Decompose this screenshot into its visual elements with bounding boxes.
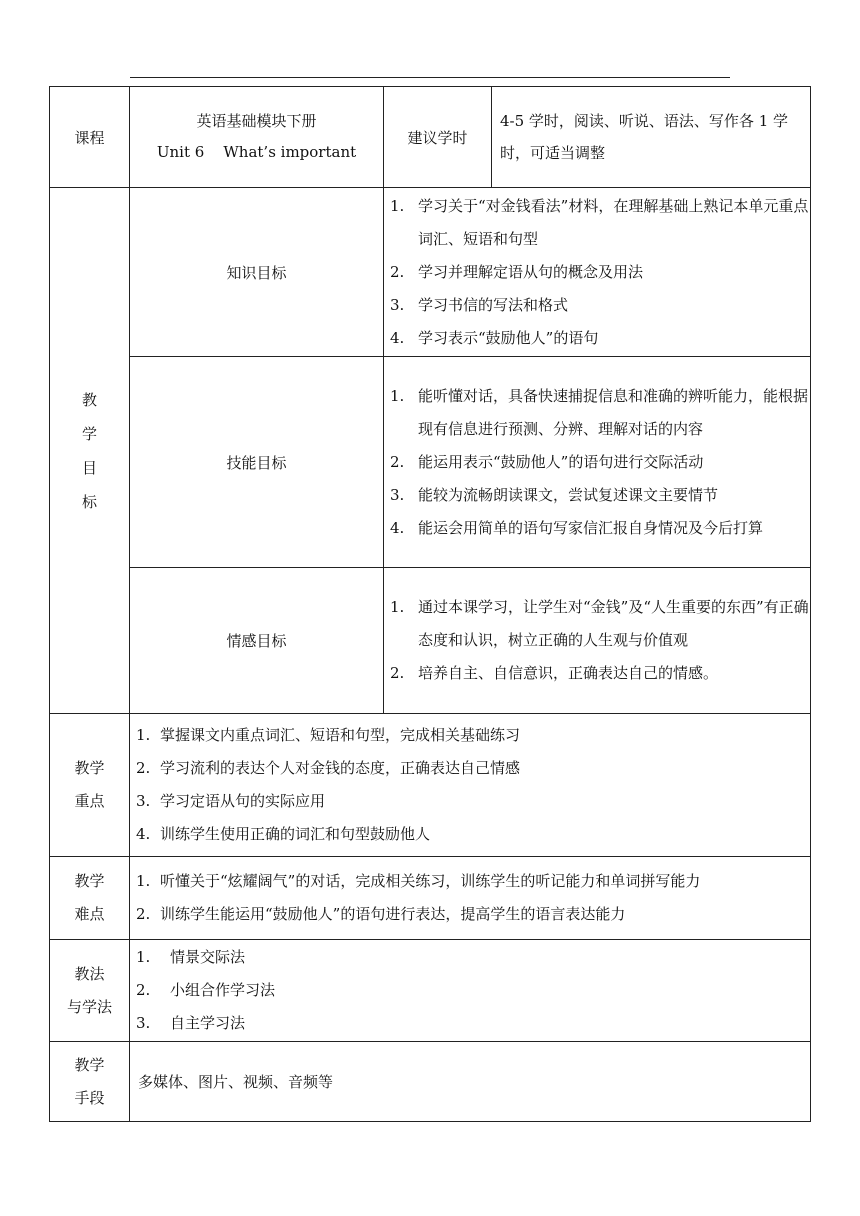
list-item: 2. 能运用表示“鼓励他人”的语句进行交际活动 <box>390 452 704 471</box>
knowledge-row <box>50 188 811 357</box>
means-row <box>50 1042 811 1122</box>
course-name-line1: 英语基础模块下册 <box>196 112 317 130</box>
lesson-plan-table <box>49 86 811 1122</box>
list-item: 1. 掌握课文内重点词汇、短语和句型，完成相关基础练习 <box>136 726 521 744</box>
list-item: 2. 学习流利的表达个人对金钱的态度，正确表达自己情感 <box>136 759 521 777</box>
difficulties-row <box>50 857 811 940</box>
course-label: 课程 <box>50 87 130 188</box>
list-item: 4. 训练学生使用正确的词汇和句型鼓励他人 <box>136 825 431 843</box>
objectives-label-char-1: 教 <box>81 390 97 409</box>
skills-label: 技能目标 <box>130 357 384 568</box>
emotion-label: 情感目标 <box>130 568 384 714</box>
hours-value: 4-5 学时，阅读、听说、语法、写作各 1 学时，可适当调整 <box>492 87 811 188</box>
key-points-label: 教学 重点 <box>50 714 130 857</box>
knowledge-label: 知识目标 <box>130 188 384 357</box>
list-item: 3. 学习定语从句的实际应用 <box>136 792 326 810</box>
list-item: 1. 通过本课学习，让学生对“金钱”及“人生重要的东西”有正确态度和认识，树立正确的人生观与价值观 <box>390 598 809 649</box>
key-points-row <box>50 714 811 857</box>
list-item: 3. 自主学习法 <box>136 1014 246 1032</box>
objectives-label <box>50 188 130 714</box>
list-item: 4. 能运会用简单的语句写家信汇报自身情况及今后打算 <box>390 518 764 537</box>
objectives-label-char-3: 目 <box>81 458 97 477</box>
list-item: 1. 学习关于“对金钱看法”材料，在理解基础上熟记本单元重点词汇、短语和句型 <box>390 196 809 248</box>
emotion-row <box>50 568 811 714</box>
methods-items <box>130 940 811 1042</box>
means-label: 教学 手段 <box>50 1042 130 1122</box>
key-points-items <box>130 714 811 857</box>
list-item: 2. 训练学生能运用“鼓励他人”的语句进行表达，提高学生的语言表达能力 <box>136 905 626 923</box>
list-item: 3. 能较为流畅朗读课文，尝试复述课文主要情节 <box>390 485 719 504</box>
emotion-items <box>384 568 811 714</box>
difficulties-items <box>130 857 811 940</box>
list-item: 1. 能听懂对话，具备快速捕捉信息和准确的辨听能力，能根据现有信息进行预测、分辨、理解对话的内容 <box>390 386 809 438</box>
means-value: 多媒体、图片、视频、音频等 <box>130 1042 811 1122</box>
list-item: 3. 学习书信的写法和格式 <box>390 295 569 314</box>
knowledge-items <box>384 188 811 357</box>
objectives-label-char-4: 标 <box>81 492 97 511</box>
course-row <box>50 87 811 188</box>
hours-label: 建议学时 <box>384 87 492 188</box>
list-item: 2. 培养自主、自信意识，正确表达自己的情感。 <box>390 664 719 682</box>
header-rule <box>130 77 730 78</box>
skills-row <box>50 357 811 568</box>
list-item: 1. 情景交际法 <box>136 948 246 966</box>
difficulties-label: 教学 难点 <box>50 857 130 940</box>
methods-label: 教法 与学法 <box>50 940 130 1042</box>
list-item: 2. 学习并理解定语从句的概念及用法 <box>390 262 644 281</box>
list-item: 2. 小组合作学习法 <box>136 981 276 999</box>
list-item: 4. 学习表示“鼓励他人”的语句 <box>390 328 599 347</box>
course-name-line2: Unit 6 What’s important <box>156 143 357 161</box>
methods-row <box>50 940 811 1042</box>
course-name <box>130 87 384 188</box>
skills-items <box>384 357 811 568</box>
list-item: 1. 听懂关于“炫耀阔气”的对话，完成相关练习，训练学生的听记能力和单词拼写能力 <box>136 872 701 890</box>
objectives-label-char-2: 学 <box>81 424 97 443</box>
